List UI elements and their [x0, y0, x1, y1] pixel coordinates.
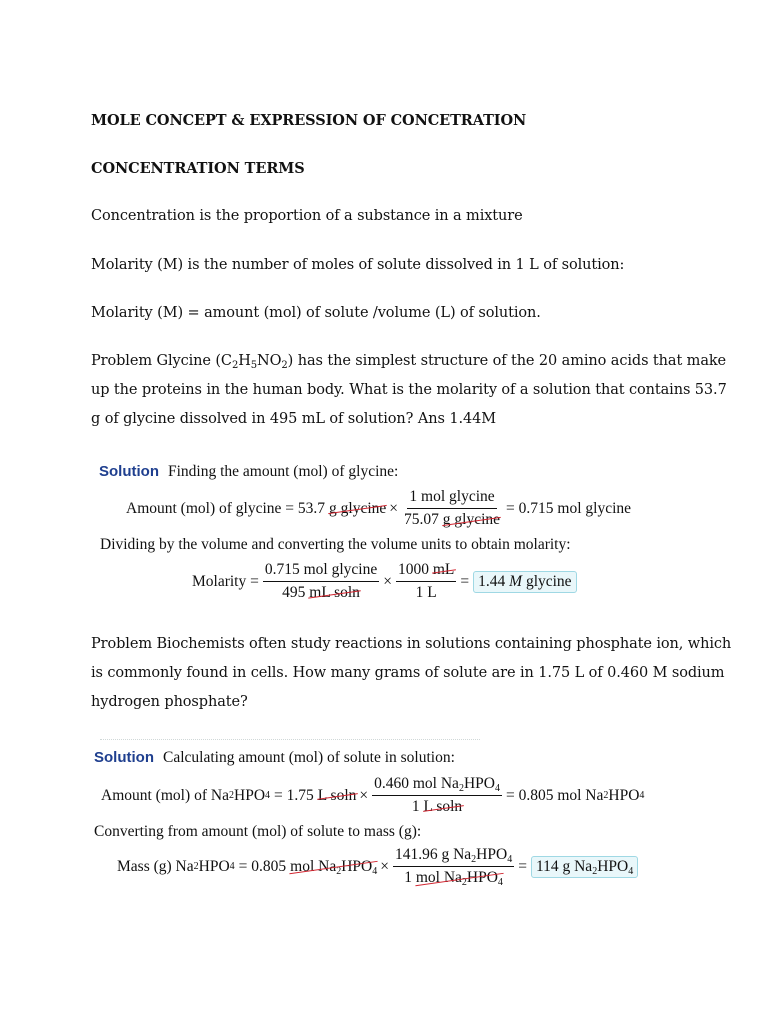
fraction-numerator: [393, 846, 514, 867]
fraction-numerator: 1 mol glycine: [407, 488, 496, 509]
fraction-numerator: 0.715 mol glycine: [263, 561, 379, 582]
molarity-definition: Molarity (M) is the number of moles of solute dissolved in 1 L of solution:: [91, 257, 625, 273]
fraction-denominator: [410, 796, 464, 816]
fraction-denominator: [402, 509, 502, 529]
denominator-value: 495: [282, 584, 306, 601]
solution-label: Solution: [94, 749, 154, 766]
fraction-denominator: [402, 867, 505, 887]
equation-lhs: of Na: [194, 786, 229, 804]
numerator-text: 141.96 g Na: [394, 846, 472, 863]
formula-part: HPO: [476, 846, 508, 863]
subscript: 2: [471, 854, 477, 865]
cancelled-unit: L soln: [423, 798, 463, 815]
solution-step: Calculating amount (mol) of solute in solution:: [163, 749, 455, 766]
problem2-line1: Problem Biochemists often study reactions in solutions containing phosphate ion, which: [91, 636, 732, 652]
fraction-numerator: [396, 561, 456, 582]
molar-mass-fraction: [393, 846, 514, 887]
conversion-fraction: [402, 488, 502, 529]
problem1-line3: g of glycine dissolved in 495 mL of solution? Ans 1.44M: [91, 411, 496, 427]
mass-equation: Mass (g) Na 2 HPO 4 = 0.805 mol $Na_2HPO_4$ × $\frac{141.96 g Na_2HPO_4}{1 mol Na_2HPO_4}$ = 114 g $Na_2HPO_4$: [117, 846, 638, 887]
equals-sign: =: [460, 572, 470, 590]
section-heading: CONCENTRATION TERMS: [91, 160, 305, 177]
concentration-fraction: [372, 775, 502, 816]
cancelled-unit: L soln: [317, 786, 357, 804]
denominator-value: 1: [411, 798, 420, 815]
glycine-amount-equation: [126, 488, 631, 529]
problem1-text: Problem Glycine (C: [91, 353, 232, 369]
numerator-text: 0.460 mol Na: [374, 775, 459, 792]
subscript: 2: [336, 865, 342, 877]
problem2-line3: hydrogen phosphate?: [91, 694, 248, 710]
denominator-value: 1: [404, 869, 412, 886]
times-sign: ×: [380, 857, 389, 875]
subscript: 4: [628, 865, 634, 877]
molarity-equation: [192, 561, 577, 602]
cancelled-unit: g glycine: [442, 511, 501, 528]
scan-artifact-line: [100, 739, 480, 743]
equation-lhs: Amount (mol): [101, 786, 191, 804]
page-title: MOLE CONCEPT & EXPRESSION OF CONCETRATION: [91, 112, 527, 129]
cancelled-unit: [290, 858, 377, 876]
molarity-fraction: [263, 561, 379, 602]
formula-part: HPO: [341, 857, 373, 875]
subscript: 2: [461, 877, 467, 888]
subscript: 5: [250, 360, 258, 371]
equation-lhs: Amount (mol) of glycine = 53.7: [126, 499, 326, 517]
subscript: 2: [231, 360, 239, 371]
cancelled-unit: g glycine: [329, 499, 387, 517]
result-box: [531, 856, 638, 878]
subscript: 4: [494, 783, 500, 794]
unit-text: mol Na: [415, 869, 462, 886]
equation-value: = 0.805: [238, 857, 287, 875]
equation-value: = 1.75: [274, 786, 314, 804]
formula-part: HPO: [466, 869, 498, 886]
formula-part: HPO: [597, 857, 629, 875]
solution1-heading: [99, 463, 398, 481]
unit-conversion-fraction: [396, 561, 456, 602]
result-value: 114 g Na: [535, 857, 593, 875]
unit-text: mol Na: [290, 857, 337, 875]
fraction-denominator: [280, 582, 362, 602]
solution-step: Finding the amount (mol) of glycine:: [168, 463, 399, 480]
sodium-phosphate-amount-equation: Amount (mol) of Na 2 HPO 4 = 1.75 L soln × $\frac{0.460 mol Na_2HPO_4}{\text{1 L soln}}$ = 0.805 mol Na 2 HPO 4: [101, 775, 645, 815]
times-sign: ×: [383, 572, 392, 590]
equals-sign: =: [518, 857, 527, 875]
solution2-heading: [94, 749, 455, 767]
result-value: 1.44: [478, 572, 506, 590]
problem1-line2: up the proteins in the human body. What is the molarity of a solution that contains 53.7: [91, 382, 727, 398]
subscript: 4: [372, 865, 378, 877]
formula-part: H: [238, 353, 251, 369]
cancelled-unit: mL: [432, 561, 455, 578]
formula-part: HPO: [463, 775, 495, 792]
subscript: 2: [281, 360, 288, 371]
equation-result: = 0.715 mol glycine: [506, 499, 632, 517]
cancelled-unit: mL soln: [309, 584, 360, 601]
denominator-value: 75.07: [404, 511, 439, 528]
concentration-definition: Concentration is the proportion of a substance in a mixture: [91, 208, 523, 224]
subscript: 2: [458, 783, 464, 794]
problem1-line1: [91, 353, 726, 369]
result-unit: glycine: [525, 572, 572, 590]
molarity-symbol: M: [509, 572, 523, 590]
fraction-denominator: 1 L: [415, 584, 437, 601]
fraction-numerator: [372, 775, 502, 796]
formula-part: NO: [257, 353, 282, 369]
solution2-step2: Converting from amount (mol) of solute to mass (g):: [94, 823, 422, 840]
numerator-value: 1000: [397, 561, 429, 578]
subscript: 4: [507, 854, 513, 865]
formula-part: HPO: [234, 786, 266, 804]
formula-part: HPO: [198, 857, 230, 875]
result-box: [473, 571, 576, 593]
times-sign: ×: [359, 786, 369, 804]
equation-lhs: Mass (g) Na: [117, 857, 194, 875]
formula-part: HPO: [608, 786, 640, 804]
problem1-text: ) has the simplest structure of the 20 amino acids that make: [287, 353, 727, 369]
equation-result: = 0.805 mol Na: [505, 786, 604, 804]
times-sign: ×: [389, 499, 399, 517]
subscript: 2: [592, 865, 598, 877]
solution-label: Solution: [99, 463, 159, 480]
molarity-formula: Molarity (M) = amount (mol) of solute /volume (L) of solution.: [91, 305, 541, 321]
equation-lhs: Molarity =: [192, 572, 259, 590]
subscript: 4: [497, 877, 503, 888]
solution1-step2: Dividing by the volume and converting the volume units to obtain molarity:: [100, 536, 571, 553]
problem2-line2: is commonly found in cells. How many grams of solute are in 1.75 L of 0.460 M sodium: [91, 665, 725, 681]
cancelled-unit: [416, 869, 503, 887]
